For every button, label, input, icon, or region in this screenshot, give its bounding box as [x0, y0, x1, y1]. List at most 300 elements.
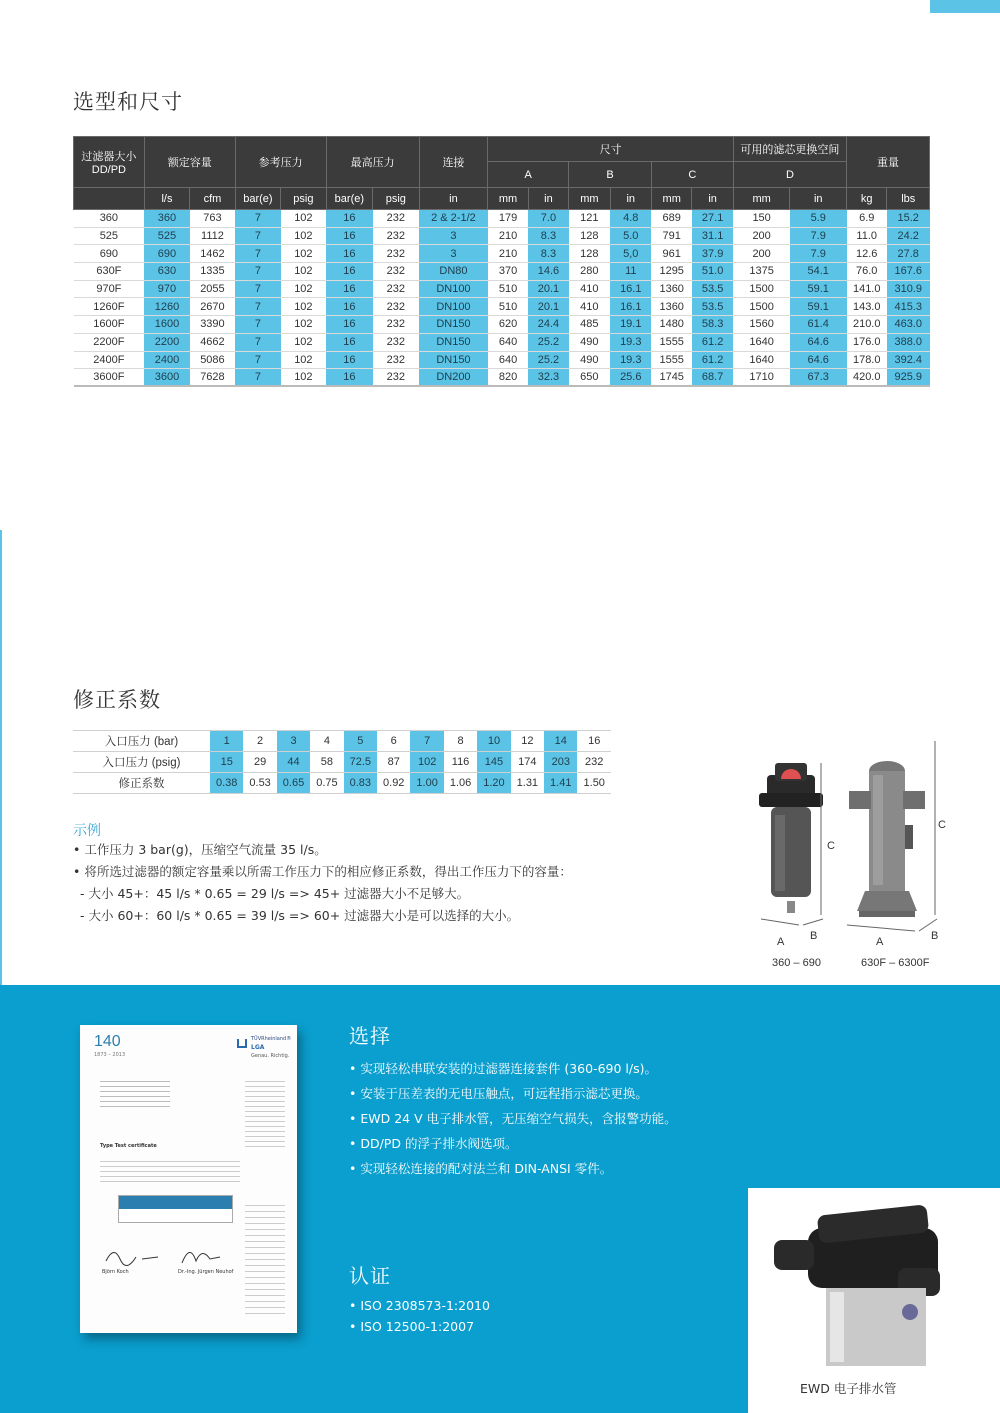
model-cell: 360 [74, 210, 145, 228]
table-cell: 232 [373, 333, 419, 351]
options-title: 选择 [349, 1024, 391, 1048]
table-cell: 3600 [144, 369, 189, 387]
table-cell: 7.0 [528, 210, 568, 228]
table-cell: 15.2 [887, 210, 930, 228]
correction-cell: 7 [410, 731, 443, 752]
table-cell: 2670 [190, 298, 235, 316]
table-cell: 102 [281, 245, 326, 263]
table-cell: 1560 [733, 316, 790, 334]
table-cell: 232 [373, 210, 419, 228]
cert-logo-number: 140 [94, 1033, 121, 1050]
table-cell: DN150 [419, 316, 488, 334]
th-model: 过滤器大小 DD/PD [74, 137, 145, 188]
example-line-3: - 大小 45+：45 l/s * 0.65 = 29 l/s => 45+ 过滤器大小不足够大。 [80, 886, 470, 901]
th-unit: bar(e) [235, 188, 280, 210]
th-connection: 连接 [419, 137, 488, 188]
table-cell: 310.9 [887, 280, 930, 298]
table-cell: 1260 [144, 298, 189, 316]
table-cell: 102 [281, 316, 326, 334]
correction-cell: 1.31 [511, 773, 544, 794]
example-line-2: • 将所选过滤器的额定容量乘以所需工作压力下的相应修正系数，得出工作压力下的容量： [73, 864, 572, 879]
table-cell: 19.3 [610, 351, 651, 369]
model-cell: 2200F [74, 333, 145, 351]
large-dim-b: B [931, 930, 939, 942]
model-cell: 630F [74, 263, 145, 281]
left-edge-accent [0, 530, 2, 990]
table-row [74, 227, 930, 245]
th-unit: bar(e) [326, 188, 372, 210]
table-cell: 16 [326, 351, 372, 369]
table-cell: 59.1 [790, 298, 847, 316]
table-cell: 410 [569, 298, 610, 316]
correction-cell: 203 [544, 752, 577, 773]
table-cell: 141.0 [847, 280, 887, 298]
th-rated-capacity: 额定容量 [144, 137, 235, 188]
table-cell: 510 [488, 298, 528, 316]
table-cell: 102 [281, 333, 326, 351]
table-cell: 5.0 [610, 227, 651, 245]
model-cell: 3600F [74, 369, 145, 387]
correction-cell: 0.38 [210, 773, 243, 794]
small-dim-b: B [810, 930, 818, 942]
th-dim-c: C [651, 162, 733, 188]
table-cell: 1375 [733, 263, 790, 281]
correction-cell: 15 [210, 752, 243, 773]
table-row [74, 210, 930, 228]
table-cell: 5,0 [610, 245, 651, 263]
th-unit: cfm [190, 188, 235, 210]
table-cell: 128 [569, 245, 610, 263]
table-cell: 961 [651, 245, 691, 263]
table-cell: 5.9 [790, 210, 847, 228]
table-cell: DN100 [419, 298, 488, 316]
table-cell: 640 [488, 351, 528, 369]
table-cell: 7 [235, 227, 280, 245]
table-cell: 1335 [190, 263, 235, 281]
corr-label-psig: 入口压力 (psig) [73, 752, 210, 773]
th-unit: in [610, 188, 651, 210]
table-cell: 27.1 [692, 210, 733, 228]
table-cell: 7 [235, 333, 280, 351]
correction-cell: 232 [577, 752, 611, 773]
small-dim-c: C [827, 840, 835, 852]
table-cell: 12.6 [847, 245, 887, 263]
corr-label-factor: 修正系数 [73, 773, 210, 794]
table-row [74, 351, 930, 369]
table-cell: 102 [281, 351, 326, 369]
table-cell: 200 [733, 227, 790, 245]
certification-item-2: • ISO 12500-1:2007 [349, 1319, 475, 1334]
cert-logo-years: 1873 – 2013 [94, 1052, 126, 1058]
certificate-image [80, 1025, 297, 1333]
table-cell: 24.2 [887, 227, 930, 245]
correction-cell: 87 [377, 752, 410, 773]
table-cell: 232 [373, 351, 419, 369]
table-cell: 20.1 [528, 298, 568, 316]
table-cell: 68.7 [692, 369, 733, 387]
table-cell: 19.1 [610, 316, 651, 334]
th-dim-d: D [733, 162, 846, 188]
cert-sign-left: Björn Koch [102, 1269, 129, 1275]
table-cell: 689 [651, 210, 691, 228]
table-cell: DN100 [419, 280, 488, 298]
tuv-triangle-icon [237, 1039, 247, 1048]
correction-cell: 29 [243, 752, 276, 773]
table-cell: 16 [326, 333, 372, 351]
table-cell: 16 [326, 263, 372, 281]
table-cell: 11.0 [847, 227, 887, 245]
table-cell: 8.3 [528, 245, 568, 263]
example-title: 示例 [73, 823, 101, 839]
example-line-4: - 大小 60+：60 l/s * 0.65 = 39 l/s => 60+ 过滤器大小是可以选择的大小。 [80, 908, 520, 923]
option-item-3: • EWD 24 V 电子排水管，无压缩空气损失，含报警功能。 [349, 1111, 677, 1126]
table-cell: 1640 [733, 351, 790, 369]
table-cell: 102 [281, 369, 326, 387]
table-cell: 27.8 [887, 245, 930, 263]
correction-cell: 2 [243, 731, 276, 752]
table-cell: 210 [488, 245, 528, 263]
cert-tuv: TÜVRheinland® [251, 1036, 292, 1042]
table-cell: 3 [419, 227, 488, 245]
table-cell: 16.1 [610, 280, 651, 298]
table-cell: 1710 [733, 369, 790, 387]
table-cell: 388.0 [887, 333, 930, 351]
th-weight: 重量 [847, 137, 930, 188]
table-cell: 16 [326, 210, 372, 228]
table-cell: 1555 [651, 333, 691, 351]
table-cell: 200 [733, 245, 790, 263]
table-row [74, 369, 930, 387]
table-cell: 232 [373, 227, 419, 245]
table-cell: 102 [281, 280, 326, 298]
model-cell: 2400F [74, 351, 145, 369]
option-item-1: • 实现轻松串联安装的过滤器连接套件 (360-690 l/s)。 [349, 1061, 657, 1076]
table-cell: 1462 [190, 245, 235, 263]
model-cell: 1260F [74, 298, 145, 316]
table-cell: 690 [144, 245, 189, 263]
th-dimensions: 尺寸 [488, 137, 734, 162]
table-cell: 1555 [651, 351, 691, 369]
table-cell: DN150 [419, 333, 488, 351]
table-cell: 16 [326, 227, 372, 245]
table-cell: 7 [235, 369, 280, 387]
th-unit-blank [74, 188, 145, 210]
table-cell: 490 [569, 351, 610, 369]
table-cell: 7 [235, 263, 280, 281]
correction-cell: 0.92 [377, 773, 410, 794]
table-cell: 232 [373, 263, 419, 281]
th-reference-pressure: 参考压力 [235, 137, 326, 188]
table-cell: 410 [569, 280, 610, 298]
table-cell: 32.3 [528, 369, 568, 387]
correction-title: 修正系数 [73, 688, 161, 712]
table-cell: 3 [419, 245, 488, 263]
table-cell: 1480 [651, 316, 691, 334]
table-cell: 16 [326, 316, 372, 334]
table-cell: 8.3 [528, 227, 568, 245]
table-cell: 791 [651, 227, 691, 245]
cert-results-table [118, 1195, 233, 1223]
correction-cell: 5 [344, 731, 377, 752]
th-max-pressure: 最高压力 [326, 137, 419, 188]
table-cell: 1360 [651, 298, 691, 316]
th-unit: psig [281, 188, 326, 210]
table-cell: 167.6 [887, 263, 930, 281]
table-cell: 61.4 [790, 316, 847, 334]
th-unit: in [692, 188, 733, 210]
cert-heading: Type Test certificate [100, 1143, 157, 1149]
table-cell: 232 [373, 369, 419, 387]
th-unit: psig [373, 188, 419, 210]
table-cell: 7628 [190, 369, 235, 387]
selection-table [73, 136, 930, 387]
correction-table [73, 730, 611, 794]
table-cell: 970 [144, 280, 189, 298]
correction-cell: 102 [410, 752, 443, 773]
correction-cell: 116 [444, 752, 477, 773]
table-cell: 64.6 [790, 351, 847, 369]
correction-cell: 1.50 [577, 773, 611, 794]
table-cell: 25.6 [610, 369, 651, 387]
table-cell: 2055 [190, 280, 235, 298]
table-row [74, 316, 930, 334]
table-cell: 1640 [733, 333, 790, 351]
table-cell: 420.0 [847, 369, 887, 387]
table-cell: 6.9 [847, 210, 887, 228]
correction-cell: 14 [544, 731, 577, 752]
table-row [74, 298, 930, 316]
table-cell: 1500 [733, 280, 790, 298]
table-cell: 232 [373, 245, 419, 263]
table-cell: 820 [488, 369, 528, 387]
th-dim-a: A [488, 162, 569, 188]
table-cell: 630 [144, 263, 189, 281]
table-cell: 763 [190, 210, 235, 228]
large-dim-c: C [938, 819, 946, 831]
table-cell: 150 [733, 210, 790, 228]
large-filter-image [849, 761, 925, 917]
correction-cell: 10 [477, 731, 510, 752]
th-unit: mm [733, 188, 790, 210]
table-cell: 510 [488, 280, 528, 298]
table-cell: 59.1 [790, 280, 847, 298]
correction-cell: 1.20 [477, 773, 510, 794]
table-cell: 1295 [651, 263, 691, 281]
table-cell: 1112 [190, 227, 235, 245]
correction-cell: 6 [377, 731, 410, 752]
table-cell: 232 [373, 298, 419, 316]
th-unit: mm [651, 188, 691, 210]
table-cell: 178.0 [847, 351, 887, 369]
table-cell: 490 [569, 333, 610, 351]
table-cell: 280 [569, 263, 610, 281]
certification-title: 认证 [349, 1264, 391, 1288]
ewd-caption: EWD 电子排水管 [800, 1381, 897, 1396]
table-cell: DN200 [419, 369, 488, 387]
th-unit: mm [569, 188, 610, 210]
table-cell: 121 [569, 210, 610, 228]
th-unit: l/s [144, 188, 189, 210]
th-unit: in [528, 188, 568, 210]
correction-cell: 1.06 [444, 773, 477, 794]
correction-cell: 174 [511, 752, 544, 773]
th-unit: in [790, 188, 847, 210]
correction-cell: 0.65 [277, 773, 310, 794]
table-cell: 232 [373, 280, 419, 298]
table-cell: 14.6 [528, 263, 568, 281]
model-cell: 1600F [74, 316, 145, 334]
table-cell: 392.4 [887, 351, 930, 369]
table-cell: 2400 [144, 351, 189, 369]
table-cell: 54.1 [790, 263, 847, 281]
model-cell: 690 [74, 245, 145, 263]
table-cell: 360 [144, 210, 189, 228]
table-cell: 2 & 2-1/2 [419, 210, 488, 228]
th-service-space: 可用的滤芯更换空间 [733, 137, 846, 162]
table-cell: 128 [569, 227, 610, 245]
cert-tagline: Genau. Richtig. [251, 1053, 290, 1059]
table-cell: 7.9 [790, 245, 847, 263]
table-cell: 925.9 [887, 369, 930, 387]
small-range: 360 – 690 [772, 957, 821, 969]
table-cell: 16 [326, 245, 372, 263]
selection-title: 选型和尺寸 [73, 90, 183, 114]
table-cell: 16 [326, 298, 372, 316]
correction-cell: 58 [310, 752, 343, 773]
correction-cell: 0.83 [344, 773, 377, 794]
table-cell: 485 [569, 316, 610, 334]
table-cell: 102 [281, 227, 326, 245]
table-cell: 53.5 [692, 280, 733, 298]
table-cell: 1500 [733, 298, 790, 316]
table-cell: 3390 [190, 316, 235, 334]
large-range: 630F – 6300F [861, 957, 930, 969]
table-cell: 7.9 [790, 227, 847, 245]
table-cell: 650 [569, 369, 610, 387]
table-cell: 37.9 [692, 245, 733, 263]
ewd-drain-image [748, 1188, 1000, 1378]
th-unit: lbs [887, 188, 930, 210]
correction-cell: 12 [511, 731, 544, 752]
table-cell: 19.3 [610, 333, 651, 351]
table-cell: 7 [235, 316, 280, 334]
correction-cell: 8 [444, 731, 477, 752]
table-cell: 31.1 [692, 227, 733, 245]
table-cell: 61.2 [692, 351, 733, 369]
correction-cell: 44 [277, 752, 310, 773]
corr-label-bar: 入口压力 (bar) [73, 731, 210, 752]
table-cell: 20.1 [528, 280, 568, 298]
table-cell: 5086 [190, 351, 235, 369]
table-cell: 7 [235, 210, 280, 228]
filter-illustrations [755, 735, 955, 945]
correction-cell: 145 [477, 752, 510, 773]
table-cell: 16 [326, 369, 372, 387]
table-cell: 16 [326, 280, 372, 298]
table-cell: 232 [373, 316, 419, 334]
table-cell: 463.0 [887, 316, 930, 334]
corner-accent-bar [930, 0, 1000, 13]
table-cell: 4.8 [610, 210, 651, 228]
table-cell: 210 [488, 227, 528, 245]
table-cell: 210.0 [847, 316, 887, 334]
table-cell: 176.0 [847, 333, 887, 351]
small-dim-a: A [777, 936, 785, 948]
correction-cell: 0.75 [310, 773, 343, 794]
correction-cell: 72.5 [344, 752, 377, 773]
large-dim-a: A [876, 936, 884, 948]
cert-sign-right: Dr.-Ing. Jürgen Neuhof [178, 1269, 234, 1275]
table-cell: 179 [488, 210, 528, 228]
cert-brand: LGA [251, 1044, 265, 1051]
table-cell: 25.2 [528, 333, 568, 351]
table-cell: 7 [235, 298, 280, 316]
table-cell: 7 [235, 280, 280, 298]
table-cell: 7 [235, 245, 280, 263]
table-cell: 370 [488, 263, 528, 281]
table-cell: 102 [281, 210, 326, 228]
table-row [74, 263, 930, 281]
table-cell: 1360 [651, 280, 691, 298]
option-item-5: • 实现轻松连接的配对法兰和 DIN-ANSI 零件。 [349, 1161, 613, 1176]
table-cell: 7 [235, 351, 280, 369]
table-cell: 102 [281, 263, 326, 281]
table-cell: 25.2 [528, 351, 568, 369]
th-unit: in [419, 188, 488, 210]
correction-cell: 4 [310, 731, 343, 752]
table-cell: 620 [488, 316, 528, 334]
table-cell: 64.6 [790, 333, 847, 351]
table-cell: 525 [144, 227, 189, 245]
table-cell: 24.4 [528, 316, 568, 334]
table-cell: 76.0 [847, 263, 887, 281]
table-cell: DN80 [419, 263, 488, 281]
small-filter-image [759, 763, 823, 913]
table-row [74, 280, 930, 298]
table-cell: 16.1 [610, 298, 651, 316]
table-cell: 415.3 [887, 298, 930, 316]
table-cell: 4662 [190, 333, 235, 351]
table-cell: 143.0 [847, 298, 887, 316]
signature-image [102, 1243, 222, 1269]
model-cell: 970F [74, 280, 145, 298]
table-cell: 61.2 [692, 333, 733, 351]
table-cell: 58.3 [692, 316, 733, 334]
table-cell: 53.5 [692, 298, 733, 316]
table-cell: 11 [610, 263, 651, 281]
table-cell: 2200 [144, 333, 189, 351]
table-cell: DN150 [419, 351, 488, 369]
table-cell: 1745 [651, 369, 691, 387]
correction-cell: 0.53 [243, 773, 276, 794]
th-dim-b: B [569, 162, 652, 188]
example-line-1: • 工作压力 3 bar(g)，压缩空气流量 35 l/s。 [73, 842, 327, 857]
correction-cell: 3 [277, 731, 310, 752]
correction-cell: 1 [210, 731, 243, 752]
option-item-4: • DD/PD 的浮子排水阀选项。 [349, 1136, 518, 1151]
th-unit: kg [847, 188, 887, 210]
option-item-2: • 安装于压差表的无电压触点，可远程指示滤芯更换。 [349, 1086, 648, 1101]
table-cell: 1600 [144, 316, 189, 334]
correction-cell: 1.00 [410, 773, 443, 794]
table-cell: 640 [488, 333, 528, 351]
model-cell: 525 [74, 227, 145, 245]
certification-item-1: • ISO 2308573-1:2010 [349, 1298, 490, 1313]
correction-cell: 16 [577, 731, 611, 752]
correction-cell: 1.41 [544, 773, 577, 794]
th-unit: mm [488, 188, 528, 210]
table-cell: 67.3 [790, 369, 847, 387]
